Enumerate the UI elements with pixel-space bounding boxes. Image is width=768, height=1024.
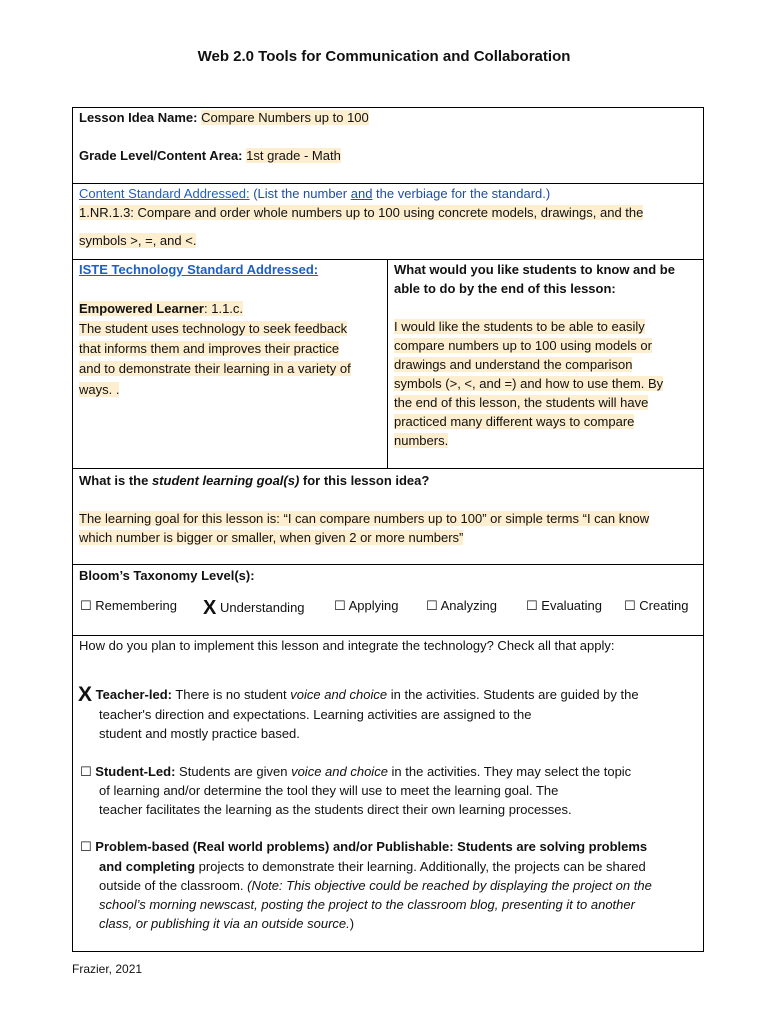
student-led-line2: of learning and/or determine the tool they will use to meet the learning goal. The xyxy=(99,783,559,798)
learning-goal-question: What is the student learning goal(s) for this lesson idea? xyxy=(79,473,430,488)
empowered-learner-row xyxy=(79,300,243,318)
student-led-option[interactable]: ☐ Student-Led: Students are given voice and choice in the activities. They may select the topic xyxy=(80,764,632,780)
content-standard-instruction: (List the number and the verbiage for the standard.) xyxy=(253,186,551,201)
lesson-name-value: Compare Numbers up to 100 xyxy=(201,110,369,125)
teacher-led-line2: teacher's direction and expectations. Learning activities are assigned to the xyxy=(99,707,532,722)
iste-standard-label[interactable]: ISTE Technology Standard Addressed: xyxy=(79,262,319,277)
lesson-info-section xyxy=(73,108,703,184)
iste-label-row xyxy=(79,261,318,279)
iste-know-section xyxy=(73,260,703,469)
footer-credit: Frazier, 2021 xyxy=(72,962,143,976)
content-standard-text-line2: symbols >, =, and <. xyxy=(79,233,197,248)
learning-goal-answer-line1: The learning goal for this lesson is: “I can compare numbers up to 100” or simple terms “I can know xyxy=(79,511,650,526)
problem-based-line4: school’s morning newscast, posting the project to the classroom blog, presenting it to another xyxy=(99,897,635,912)
iste-text-line: ways. . xyxy=(79,382,120,397)
lesson-name-row xyxy=(79,109,369,127)
iste-text-line: and to demonstrate their learning in a variety of xyxy=(79,361,351,376)
problem-based-line3: outside of the classroom. (Note: This objective could be reached by displaying the project on the xyxy=(99,878,652,893)
column-divider xyxy=(387,260,388,468)
checkbox-empty-icon[interactable]: ☐ xyxy=(80,840,92,855)
bloom-level-analyzing[interactable]: ☐ Analyzing xyxy=(426,598,497,614)
know-answer-line: numbers. xyxy=(394,433,449,448)
know-answer-line: symbols (>, <, and =) and how to use them. By xyxy=(394,376,664,391)
empowered-learner-label: Empowered Learner xyxy=(79,301,204,316)
lesson-name-label: Lesson Idea Name: xyxy=(79,110,198,125)
bloom-level-understanding[interactable]: X Understanding xyxy=(203,597,305,619)
content-standard-label[interactable]: Content Standard Addressed: xyxy=(79,186,250,201)
problem-based-line5: class, or publishing it via an outside source.) xyxy=(99,916,355,931)
checkbox-empty-icon[interactable]: ☐ xyxy=(80,765,92,780)
iste-text-line: that informs them and improves their practice xyxy=(79,341,340,356)
document-title: Web 2.0 Tools for Communication and Collaboration xyxy=(197,48,571,65)
lesson-plan-table xyxy=(72,107,704,952)
content-standard-header xyxy=(79,185,550,203)
teacher-led-option[interactable]: X Teacher-led: There is no student voice and choice in the activities. Students are guided by the xyxy=(78,683,639,706)
blooms-section xyxy=(73,565,703,636)
bloom-level-applying[interactable]: ☐ Applying xyxy=(334,598,399,614)
bloom-level-creating[interactable]: ☐ Creating xyxy=(624,598,689,614)
know-answer-line: I would like the students to be able to easily xyxy=(394,319,645,334)
grade-level-row xyxy=(79,147,341,165)
blooms-label: Bloom’s Taxonomy Level(s): xyxy=(79,568,255,583)
know-answer-line: practiced many different ways to compare xyxy=(394,414,635,429)
learning-goal-answer-line2: which number is bigger or smaller, when given 2 or more numbers” xyxy=(79,530,464,545)
content-standard-text-line1: 1.NR.1.3: Compare and order whole numbers up to 100 using concrete models, drawings, and the xyxy=(79,205,644,220)
iste-text-line: The student uses technology to seek feedback xyxy=(79,321,348,336)
know-answer-line: compare numbers up to 100 using models or xyxy=(394,338,652,353)
checkbox-empty-icon[interactable]: ☐ xyxy=(80,599,92,614)
learning-goal-section xyxy=(73,469,703,565)
student-led-line3: teacher facilitates the learning as the students direct their own learning processes. xyxy=(99,802,572,817)
implementation-question: How do you plan to implement this lesson and integrate the technology? Check all that apply: xyxy=(79,638,615,653)
checkbox-empty-icon[interactable]: ☐ xyxy=(426,599,438,614)
checkbox-empty-icon[interactable]: ☐ xyxy=(334,599,346,614)
empowered-learner-code: : 1.1.c. xyxy=(204,301,244,316)
checkbox-empty-icon[interactable]: ☐ xyxy=(624,599,636,614)
checked-x-icon[interactable]: X xyxy=(203,597,217,619)
know-answer-line: the end of this lesson, the students will have xyxy=(394,395,649,410)
checkbox-empty-icon[interactable]: ☐ xyxy=(526,599,538,614)
teacher-led-line3: student and mostly practice based. xyxy=(99,726,300,741)
grade-level-value: 1st grade - Math xyxy=(246,148,341,163)
content-standard-section xyxy=(73,184,703,260)
bloom-level-evaluating[interactable]: ☐ Evaluating xyxy=(526,598,602,614)
know-question-line2: able to do by the end of this lesson: xyxy=(394,281,616,296)
checked-x-icon[interactable]: X xyxy=(78,683,93,706)
grade-level-label: Grade Level/Content Area: xyxy=(79,148,243,163)
know-question-line1: What would you like students to know and be xyxy=(394,262,675,277)
problem-based-line2: and completing projects to demonstrate their learning. Additionally, the projects can be shared xyxy=(99,859,646,874)
problem-based-option[interactable]: ☐ Problem-based (Real world problems) and/or Publishable: Students are solving problems xyxy=(80,839,648,855)
implementation-section xyxy=(73,636,703,951)
bloom-level-remembering[interactable]: ☐ Remembering xyxy=(80,598,177,614)
know-answer-line: drawings and understand the comparison xyxy=(394,357,633,372)
